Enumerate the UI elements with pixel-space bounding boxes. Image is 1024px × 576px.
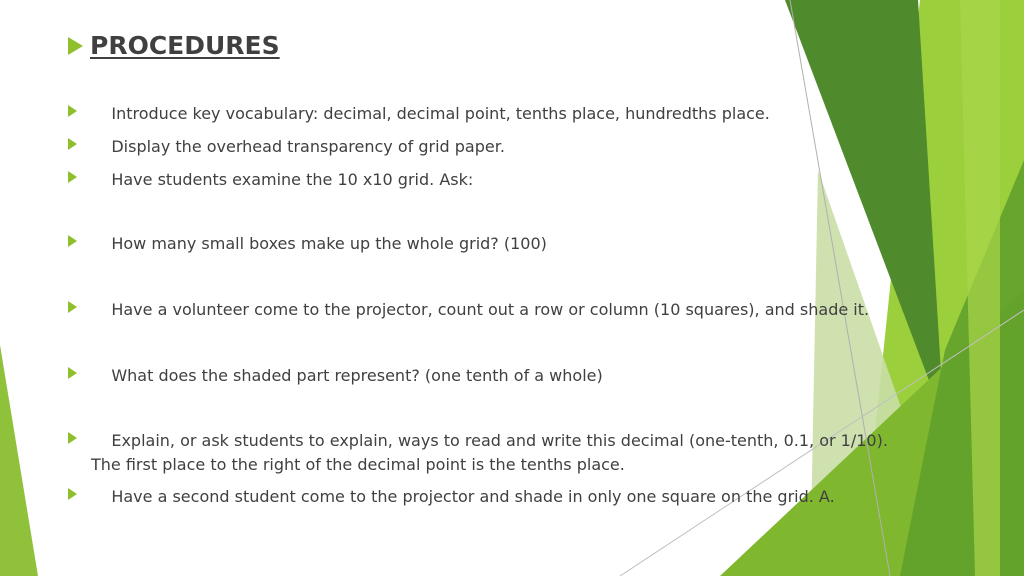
bullet-text: Introduce key vocabulary: decimal, decimal point, tenths place, hundredths place.: [91, 104, 770, 123]
bullet-item: [68, 485, 928, 509]
bullet-text: Have a volunteer come to the projector, count out a row or column (10 squares), and shade it.: [91, 300, 870, 319]
bullet-text: What does the shaded part represent? (one tenth of a whole): [91, 366, 603, 385]
bullet-triangle-icon: [68, 301, 77, 313]
bullet-triangle-icon: [68, 105, 77, 117]
bullet-item: [68, 232, 928, 256]
bullet-text: Have students examine the 10 x10 grid. Ask:: [91, 170, 474, 189]
bullet-triangle-icon: [68, 138, 77, 150]
bullet-triangle-icon: [68, 367, 77, 379]
bullet-item: [68, 168, 928, 192]
slide-title: PROCEDURES: [90, 31, 280, 60]
bullet-item: [68, 298, 928, 322]
bullet-triangle-icon: [68, 171, 77, 183]
bullet-item: [68, 429, 918, 477]
title-bullet-icon: [68, 37, 83, 55]
bullet-text: Explain, or ask students to explain, ways to read and write this decimal (one-tenth, 0.1, or 1/10). The first place to the right of the decimal point is the tenths place.: [91, 431, 894, 474]
title-row: [68, 31, 280, 61]
bullet-text: Have a second student come to the projector and shade in only one square on the grid. A.: [91, 487, 835, 506]
bullet-triangle-icon: [68, 488, 77, 500]
bullet-item: [68, 135, 928, 159]
bullet-text: Display the overhead transparency of grid paper.: [91, 137, 505, 156]
bullet-triangle-icon: [68, 432, 77, 444]
bullet-item: [68, 102, 928, 126]
bullet-item: [68, 364, 928, 388]
bullet-triangle-icon: [68, 235, 77, 247]
bullet-text: How many small boxes make up the whole grid? (100): [91, 234, 547, 253]
